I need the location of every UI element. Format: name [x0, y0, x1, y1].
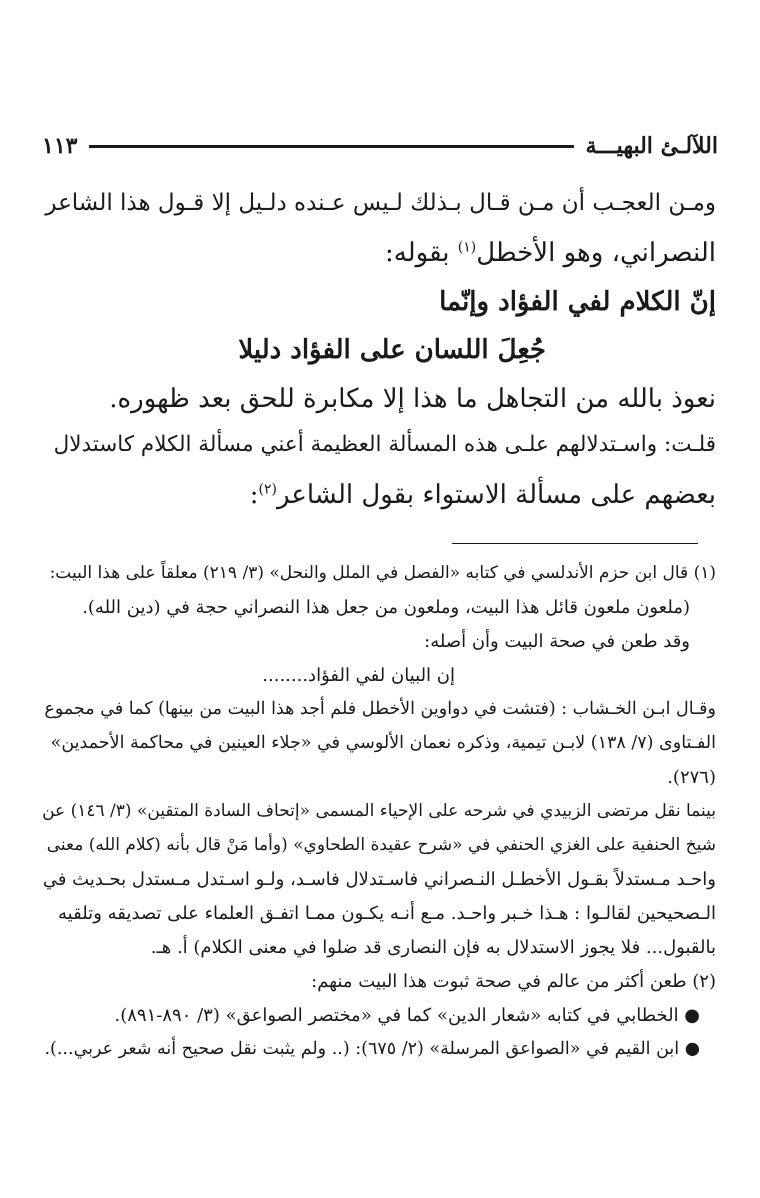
paragraph-3-line-2	[250, 480, 716, 510]
footnote-divider	[452, 543, 698, 544]
footnote-line: (ملعون ملعون قائل هذا البيت، وملعون من جعل هذا النصراني حجة في (دين الله).	[82, 597, 690, 618]
footnote-line: (١) قال ابن حزم الأندلسي في كتابه «الفصل في الملل والنحل» (٣/ ٢١٩) معلقاً على هذا البيت:	[49, 563, 716, 583]
footnote-line: بينما نقل مرتضى الزبيدي في شرحه على الإحياء المسمى «إتحاف السادة المتقين» (٣/ ١٤٦) عن	[42, 801, 716, 821]
paragraph-1-line-2-end: بقوله:	[385, 238, 458, 268]
footnote-line: ● ابن القيم في «الصواعق المرسلة» (٢/ ٦٧٥): (.. ولم يثبت نقل صحيح أنه شعر عربي...).	[44, 1039, 700, 1059]
footnote-line: وقـال ابـن الخـشاب : (فتشت في دواوين الأخطل فلم أجد هذا البيت من بينها) كما في مجموع	[44, 699, 716, 719]
verse-line-2: جُعِلَ اللسان على الفؤاد دليلا	[238, 335, 546, 365]
footnote-ref-2[interactable]: (٢)	[258, 481, 277, 498]
footnote-line: الفـتاوى (٧/ ١٣٨) لابـن تيمية، وذكره نعمان الألوسي في «جلاء العينين في محاكمة الأحمدين»	[50, 733, 716, 753]
footnote-line: الـصحيحين لقالـوا : هـذا خـبر واحـد. مـع أنـه يكـون ممـا اتفـق العلماء على تصديقه وتلقيه	[58, 903, 716, 924]
paragraph-3-line-2-end: :	[249, 480, 259, 510]
footnote-line: ● الخطابي في كتابه «شعار الدين» كما في «مختصر الصواعق» (٣/ ٨٩٠-٨٩١).	[114, 1005, 700, 1026]
verse-line-1: إنّ الكلام لفي الفؤاد وإنّما	[439, 287, 716, 317]
footnote-line: (٢) طعن أكثر من عالم في صحة ثبوت هذا البيت منهم:	[311, 971, 716, 992]
footnote-line: وقد طعن في صحة البيت وأن أصله:	[424, 631, 690, 652]
footnote-line: شيخ الحنفية على الغزي الحنفي في «شرح عقيدة الطحاوي» (وأما مَنْ قال بأنه (كلام الله) معنى	[46, 835, 716, 855]
paragraph-1-line-2-text: النصراني، وهو الأخطل	[476, 238, 716, 268]
header-rule	[89, 145, 573, 148]
paragraph-2: نعوذ بالله من التجاهل ما هذا إلا مكابرة للحق بعد ظهوره.	[109, 384, 716, 414]
paragraph-1-line-2	[385, 238, 716, 268]
paragraph-3-line-1: قلـت: واسـتدلالهم علـى هذه المسألة العظيمة أعني مسألة الكلام كاستدلال	[53, 432, 716, 457]
footnote-line: بالقبول... فلا يجوز الاستدلال به فإن النصارى قد ضلوا في معنى الكلام) أ. هـ.	[150, 937, 716, 958]
running-header	[42, 128, 718, 164]
book-title: اللآلـئ البهيـــة	[585, 133, 718, 159]
footnote-line: إن البيان لفي الفؤاد........	[262, 665, 455, 686]
page-number: ١١٣	[42, 133, 78, 159]
footnote-line: (٢٧٦).	[667, 767, 716, 788]
paragraph-3-line-2-text: بعضهم على مسألة الاستواء بقول الشاعر	[276, 480, 716, 510]
paragraph-1-line-1: ومـن العجـب أن مـن قـال بـذلك لـيس عـنده دلـيل إلا قـول هذا الشاعر	[45, 190, 716, 216]
footnote-ref-1[interactable]: (١)	[457, 239, 477, 256]
footnote-line: واحـد مـستدلاً بقـول الأخطـل النـصراني فاسـتدلال فاسـد، ولـو اسـتدل مـستدل بحـديث في	[42, 869, 716, 890]
